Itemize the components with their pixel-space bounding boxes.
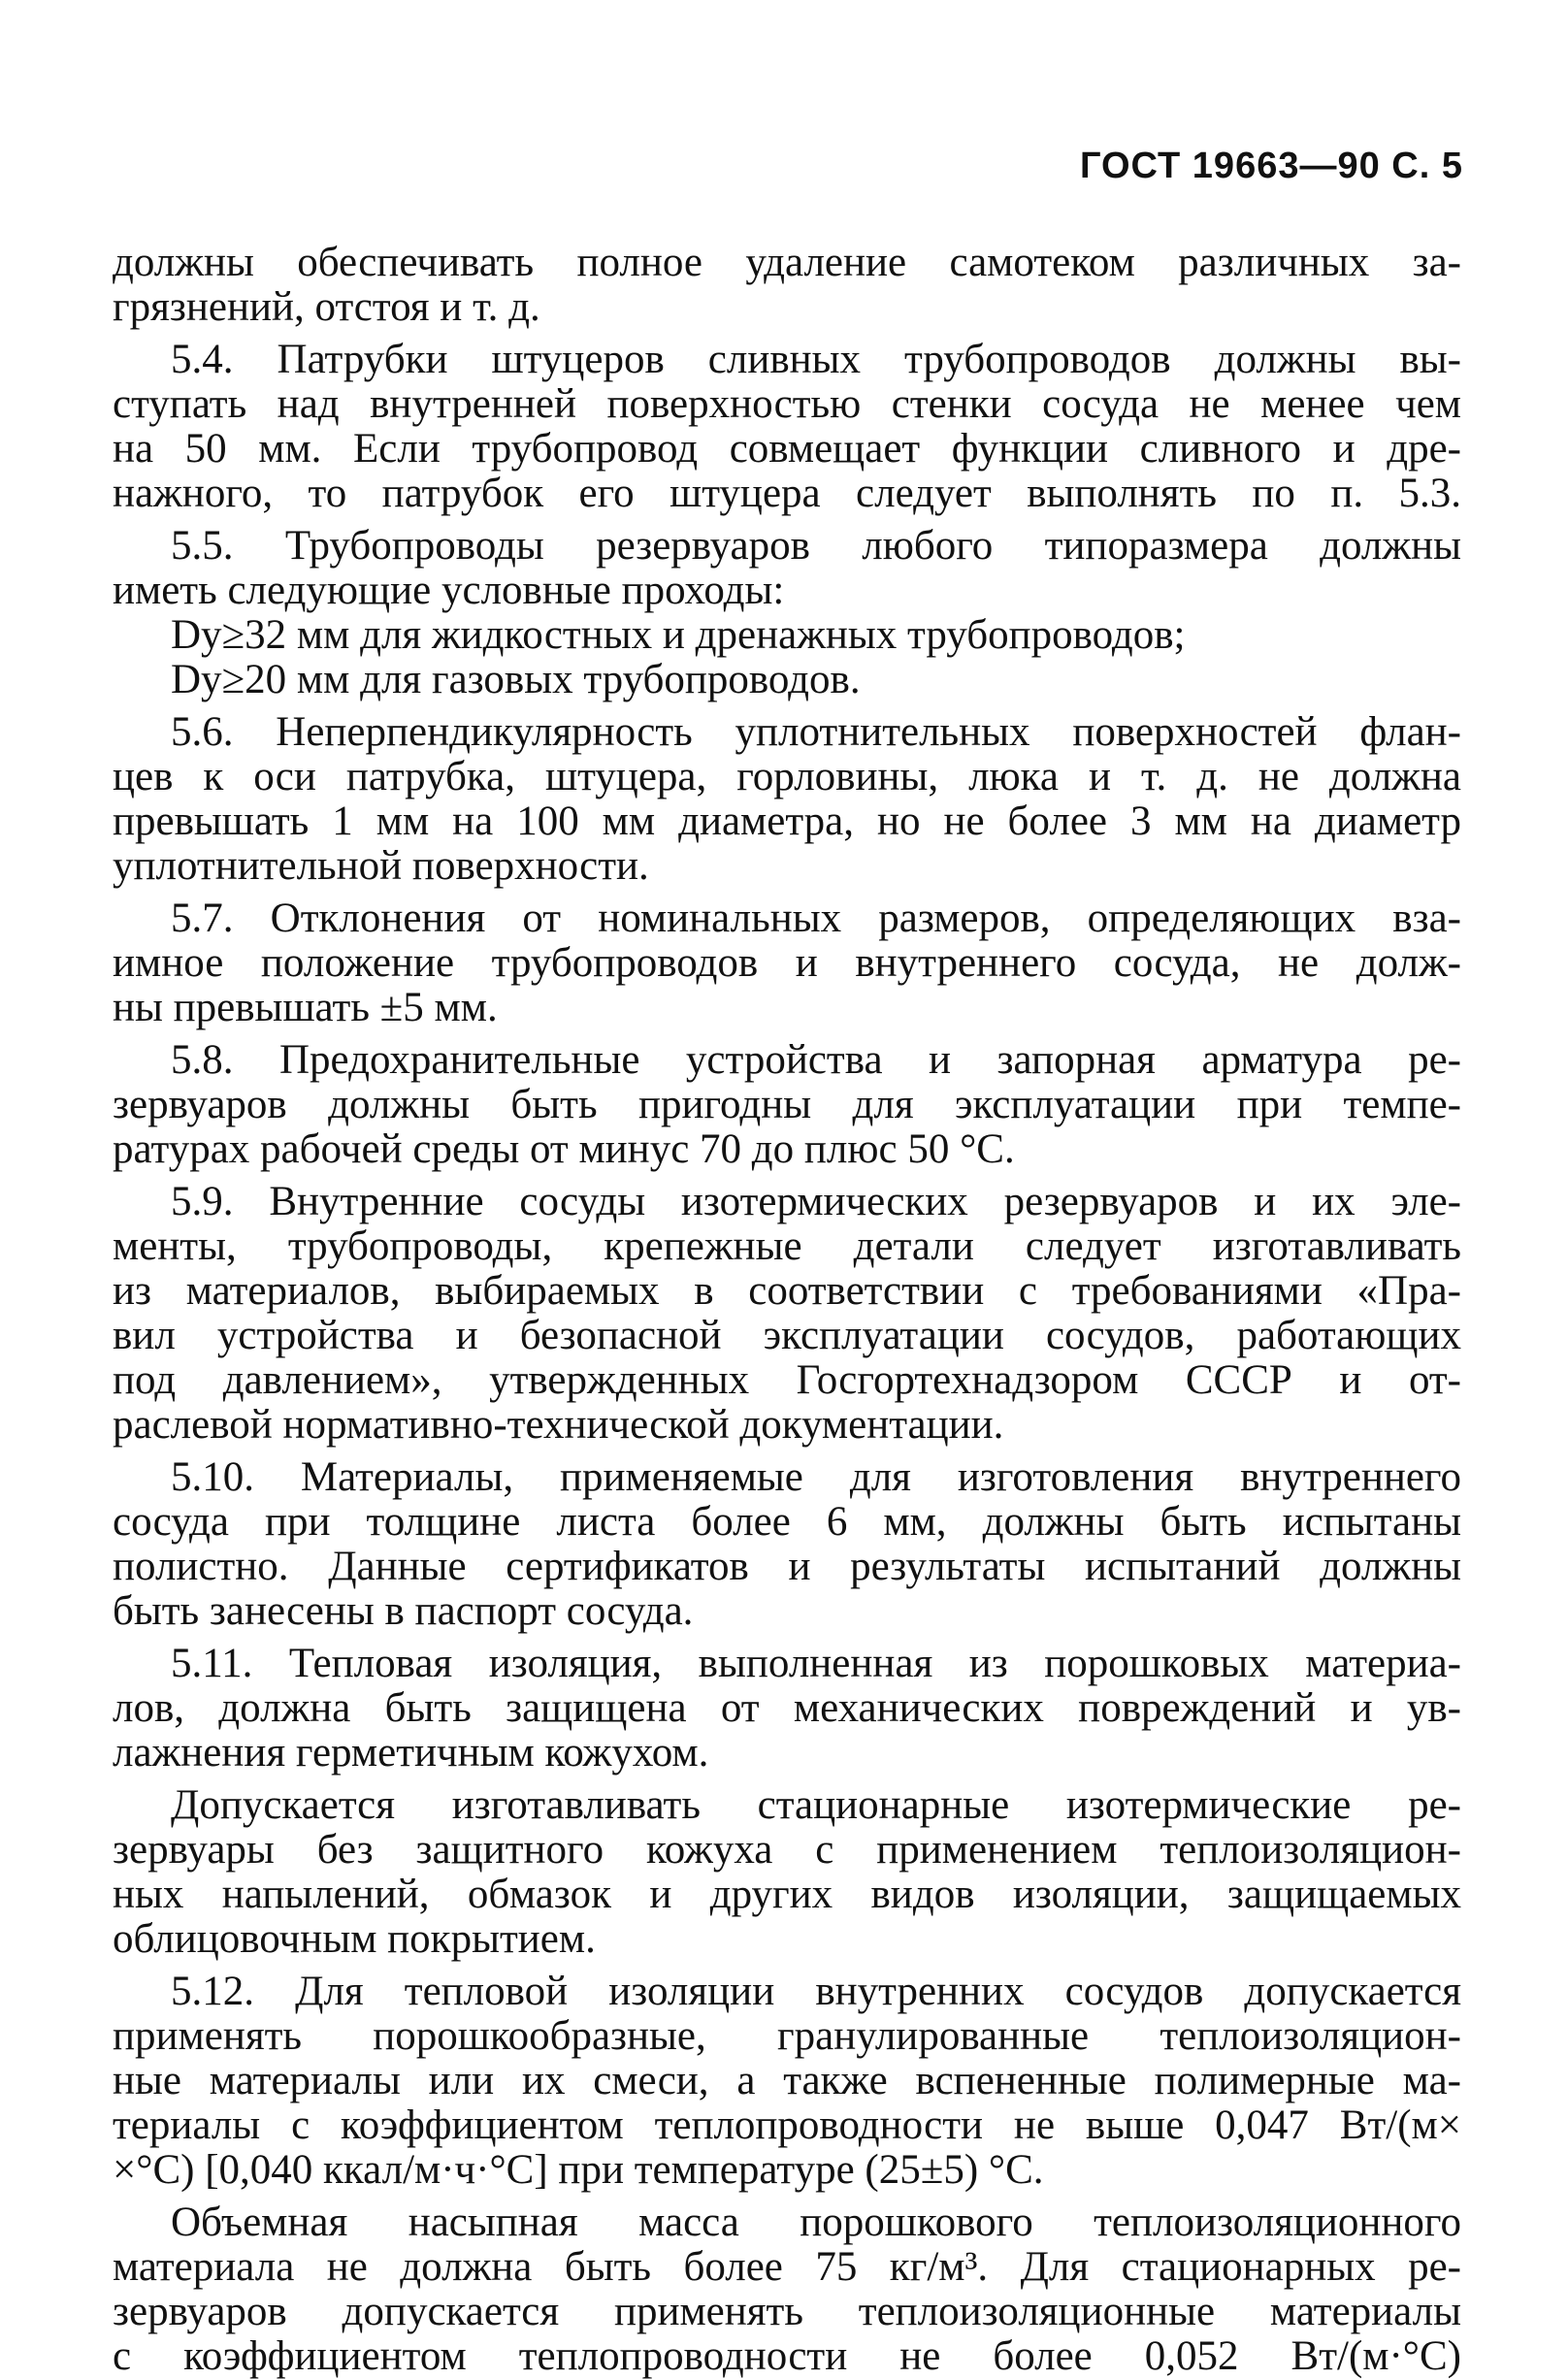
text-line: ратурах рабочей среды от минус 70 до плюс 50 °С. bbox=[113, 1126, 1015, 1172]
text-line: Объемная насыпная масса порошкового теплоизоляционного bbox=[171, 2200, 1461, 2245]
text-line: лов, должна быть защищена от механических повреждений и ув- bbox=[113, 1685, 1461, 1731]
text-line: зервуары без защитного кожуха с применением теплоизоляцион- bbox=[113, 1827, 1461, 1873]
text-line: быть занесены в паспорт сосуда. bbox=[113, 1588, 694, 1634]
text-line: ных напылений, обмазок и других видов изоляции, защищаемых bbox=[113, 1872, 1461, 1917]
text-line: териалы с коэффициентом теплопроводности не выше 0,047 Вт/(м× bbox=[113, 2102, 1461, 2148]
text-line: 5.8. Предохранительные устройства и запорная арматура ре- bbox=[171, 1037, 1461, 1083]
text-line: 5.5. Трубопроводы резервуаров любого типоразмера должны bbox=[171, 523, 1461, 569]
text-line: полистно. Данные сертификатов и результаты испытаний должны bbox=[113, 1544, 1461, 1589]
text-line: 5.7. Отклонения от номинальных размеров, определяющих вза- bbox=[171, 896, 1461, 941]
text-line: с коэффициентом теплопроводности не более 0,052 Вт/(м·°С) bbox=[113, 2333, 1461, 2379]
text-line: 5.12. Для тепловой изоляции внутренних сосудов допускается bbox=[171, 1969, 1461, 2014]
text-line: зервуаров допускается применять теплоизоляционные материалы bbox=[113, 2289, 1461, 2334]
text-line: имное положение трубопроводов и внутреннего сосуда, не долж- bbox=[113, 940, 1461, 986]
text-line: Dу≥32 мм для жидкостных и дренажных трубопроводов; bbox=[171, 612, 1186, 658]
text-line: из материалов, выбираемых в соответствии с требованиями «Пра- bbox=[113, 1268, 1461, 1314]
text-line: Dу≥20 мм для газовых трубопроводов. bbox=[171, 657, 861, 702]
text-line: нажного, то патрубок его штуцера следует выполнять по п. 5.3. bbox=[113, 471, 1461, 516]
text-line: иметь следующие условные проходы: bbox=[113, 568, 785, 613]
text-line: применять порошкообразные, гранулированные теплоизоляцион- bbox=[113, 2013, 1461, 2059]
text-line: уплотнительной поверхности. bbox=[113, 843, 649, 889]
text-line: зервуаров должны быть пригодны для эксплуатации при темпе- bbox=[113, 1082, 1461, 1127]
text-line: цев к оси патрубка, штуцера, горловины, люка и т. д. не должна bbox=[113, 754, 1461, 799]
text-line: лажнения герметичным кожухом. bbox=[113, 1730, 709, 1776]
text-line: ные материалы или их смеси, а также вспененные полимерные ма- bbox=[113, 2058, 1461, 2103]
text-line: менты, трубопроводы, крепежные детали следует изготавливать bbox=[113, 1223, 1461, 1269]
text-line: материала не должна быть более 75 кг/м³. Для стационарных ре- bbox=[113, 2244, 1461, 2290]
running-header: ГОСТ 19663—90 С. 5 bbox=[1079, 146, 1463, 186]
text-line: раслевой нормативно-технической документации. bbox=[113, 1402, 1004, 1448]
text-line: 5.10. Материалы, применяемые для изготовления внутреннего bbox=[171, 1454, 1461, 1500]
text-line: под давлением», утвержденных Госгортехнадзором СССР и от- bbox=[113, 1357, 1461, 1403]
text-line: 5.11. Тепловая изоляция, выполненная из порошковых материа- bbox=[171, 1641, 1461, 1686]
text-line: превышать 1 мм на 100 мм диаметра, но не более 3 мм на диаметр bbox=[113, 798, 1461, 844]
text-line: грязнений, отстоя и т. д. bbox=[113, 284, 540, 330]
text-line: 5.9. Внутренние сосуды изотермических резервуаров и их эле- bbox=[171, 1179, 1461, 1224]
text-line: ступать над внутренней поверхностью стенки сосуда не менее чем bbox=[113, 381, 1461, 427]
text-line: на 50 мм. Если трубопровод совмещает функции сливного и дре- bbox=[113, 426, 1461, 472]
text-line: должны обеспечивать полное удаление самотеком различных за- bbox=[113, 240, 1461, 285]
text-line: Допускается изготавливать стационарные изотермические ре- bbox=[171, 1782, 1461, 1828]
text-line: 5.4. Патрубки штуцеров сливных трубопроводов должны вы- bbox=[171, 337, 1461, 382]
text-line: облицовочным покрытием. bbox=[113, 1916, 596, 1962]
text-line: ×°С) [0,040 ккал/м·ч·°С] при температуре (25±5) °С. bbox=[113, 2147, 1044, 2193]
body-text bbox=[113, 241, 1461, 2379]
text-line: 5.6. Неперпендикулярность уплотнительных поверхностей флан- bbox=[171, 709, 1461, 755]
text-line: сосуда при толщине листа более 6 мм, должны быть испытаны bbox=[113, 1499, 1461, 1545]
text-line: ны превышать ±5 мм. bbox=[113, 985, 498, 1030]
text-line: вил устройства и безопасной эксплуатации сосудов, работающих bbox=[113, 1313, 1461, 1358]
